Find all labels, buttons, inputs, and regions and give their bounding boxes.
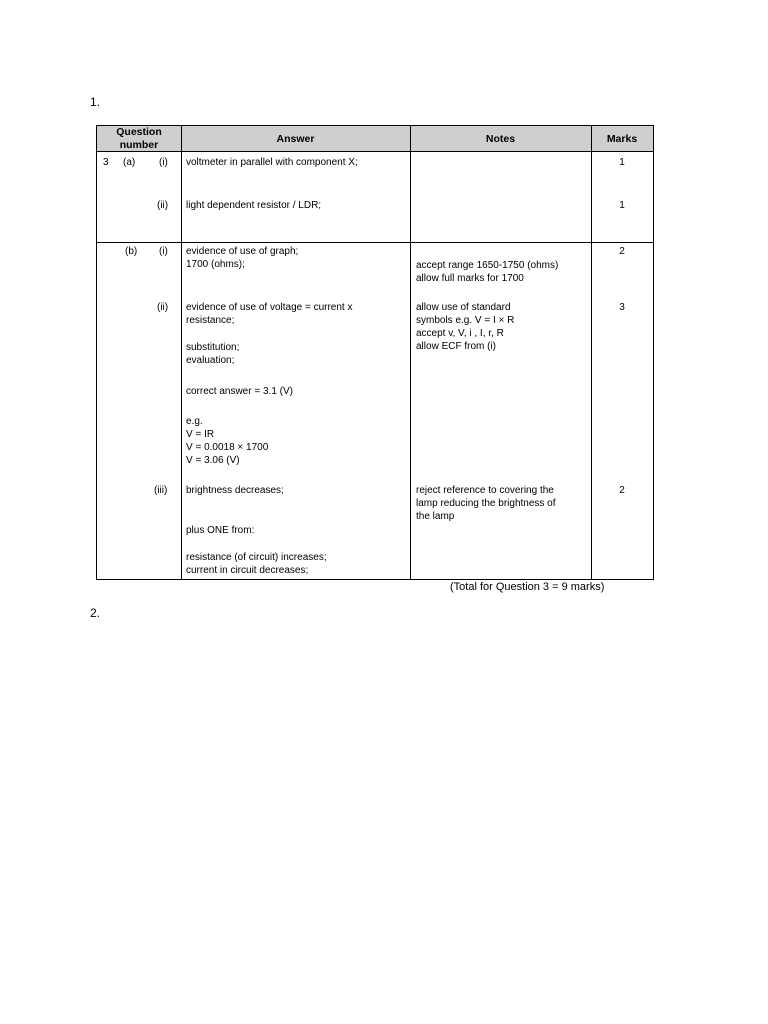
answer-text: brightness decreases; (186, 485, 284, 496)
answer-text: evidence of use of graph; (186, 246, 299, 257)
marks-value: 1 (619, 157, 625, 168)
notes-text: accept range 1650-1750 (ohms) (416, 260, 559, 271)
header-notes: Notes (485, 133, 516, 145)
notes-text: lamp reducing the brightness of (416, 498, 556, 509)
answer-text: 1700 (ohms); (186, 259, 245, 270)
notes-text: allow ECF from (i) (416, 341, 497, 352)
header-question-number: Question number (116, 126, 162, 151)
answer-text: light dependent resistor / LDR; (186, 200, 322, 211)
sub-part-label: (i) (159, 157, 168, 168)
sub-part-label: (ii) (157, 200, 169, 211)
answer-text: V = 0.0018 × 1700 (186, 442, 269, 453)
answer-text: V = 3.06 (V) (186, 455, 240, 466)
item-number-1: 1. (90, 95, 101, 109)
part-label: (b) (125, 246, 138, 257)
sub-part-label: (i) (159, 246, 168, 257)
notes-text: accept v, V, i , I, r, R (416, 328, 504, 339)
answer-text: e.g. (186, 416, 203, 427)
header-answer: Answer (276, 133, 315, 145)
answer-text: substitution; (186, 342, 240, 353)
marks-value: 3 (619, 302, 625, 313)
marks-value: 2 (619, 485, 625, 496)
answer-text: resistance (of circuit) increases; (186, 552, 327, 563)
row-divider (97, 242, 653, 243)
answer-text: voltmeter in parallel with component X; (186, 157, 358, 168)
answer-text: V = IR (186, 429, 215, 440)
notes-text: symbols e.g. V = I × R (416, 315, 515, 326)
question-number: 3 (103, 157, 109, 168)
notes-text: the lamp (416, 511, 455, 522)
sub-part-label: (iii) (154, 485, 168, 496)
marks-value: 1 (619, 200, 625, 211)
notes-text: reject reference to covering the (416, 485, 554, 496)
answer-text: evidence of use of voltage = current x (186, 302, 353, 313)
question-total: (Total for Question 3 = 9 marks) (450, 581, 605, 593)
answer-text: resistance; (186, 315, 235, 326)
header-marks: Marks (606, 133, 638, 145)
marks-value: 2 (619, 246, 625, 257)
part-label: (a) (123, 157, 136, 168)
sub-part-label: (ii) (157, 302, 169, 313)
item-number-2: 2. (90, 606, 101, 620)
answer-text: correct answer = 3.1 (V) (186, 386, 293, 397)
answer-text: current in circuit decreases; (186, 565, 309, 576)
answer-text: plus ONE from: (186, 525, 255, 536)
mark-scheme-table (96, 125, 654, 580)
notes-text: allow use of standard (416, 302, 511, 313)
notes-text: allow full marks for 1700 (416, 273, 524, 284)
answer-text: evaluation; (186, 355, 235, 366)
